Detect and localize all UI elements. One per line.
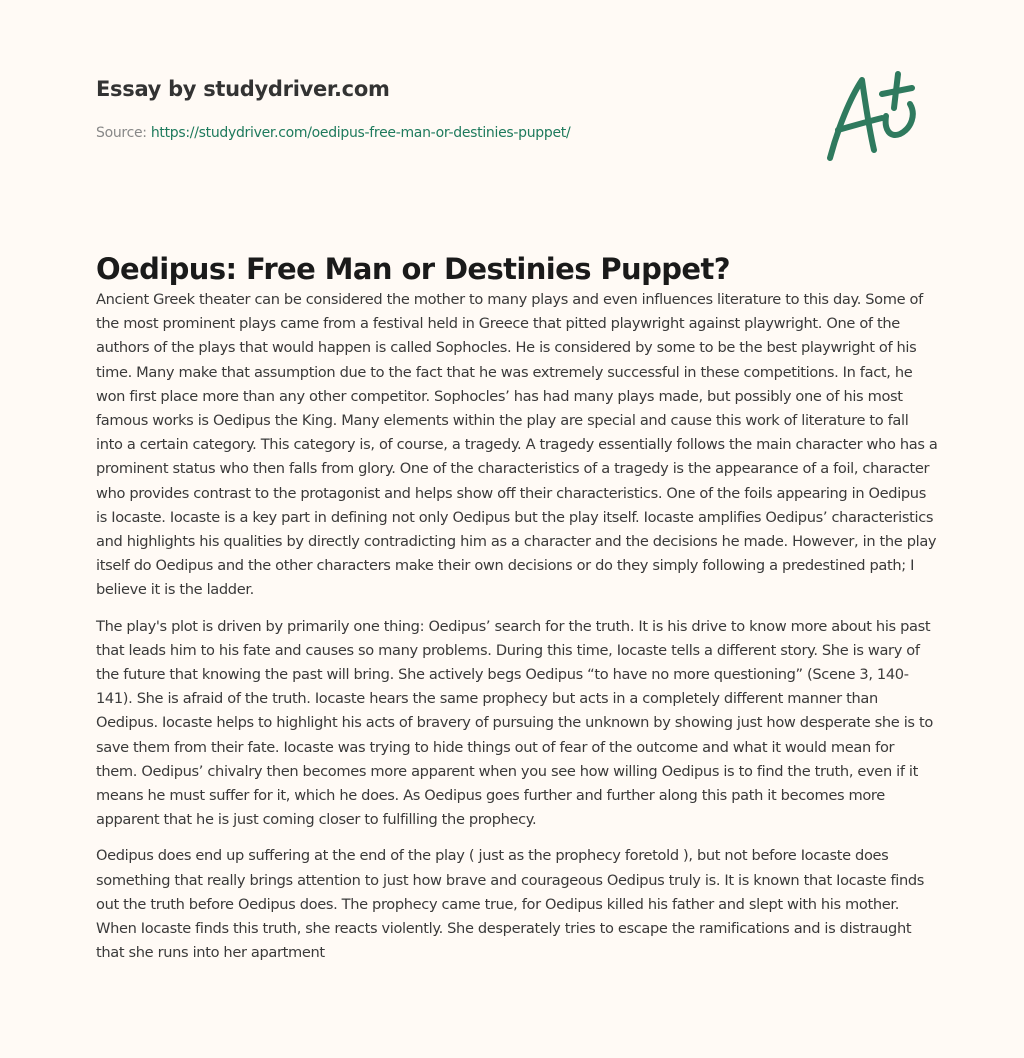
article-title: Oedipus: Free Man or Destinies Puppet? <box>96 252 730 286</box>
article-body <box>96 288 938 977</box>
source-label: Source: <box>96 125 151 141</box>
brand-title: Essay by studydriver.com <box>96 77 390 101</box>
paragraph: The play's plot is driven by primarily one thing: Oedipus’ search for the truth. It is his drive to know more about his past that leads him to his fate and causes so many problems. During this time, Iocaste tells a different story. She is wary of the future that knowing the past will bring. She actively begs Oedipus “to have no more questioning” (Scene 3, 140-141). She is afraid of the truth. Iocaste hears the same prophecy but acts in a completely different manner than Oedipus. Iocaste helps to highlight his acts of bravery of pursuing the unknown by showing just how desperate she is to save them from their fate. Iocaste was trying to hide things out of fear of the outcome and what it would mean for them. Oedipus’ chivalry then becomes more apparent when you see how willing Oedipus is to find the truth, even if it means he must suffer for it, which he does. As Oedipus goes further and further along this path it becomes more apparent that he is just coming closer to fulfilling the prophecy. <box>96 617 933 829</box>
source-link[interactable]: https://studydriver.com/oedipus-free-man-or-destinies-puppet/ <box>150 125 571 141</box>
paragraph: Ancient Greek theater can be considered the mother to many plays and even influences literature to this day. Some of the most prominent plays came from a festival held in Greece that pitted playwright against playwright. One of the authors of the plays that would happen is called Sophocles. He is considered by some to be the best playwright of his time. Many make that assumption due to the fact that he was extremely successful in these competitions. In fact, he won first place more than any other competitor. Sophocles’ has had many plays made, but possibly one of his most famous works is Oedipus the King. Many elements within the play are special and cause this work of literature to fall into a certain category. This category is, of course, a tragedy. A tragedy essentially follows the main character who has a prominent status who then falls from glory. One of the characteristics of a tragedy is the appearance of a foil, character who provides contrast to the protagonist and helps show off their characteristics. One of the foils appearing in Oedipus is Iocaste. Iocaste is a key part in defining not only Oedipus but the play itself. Iocaste amplifies Oedipus’ characteristics and highlights his qualities by directly contradicting him as a character and the decisions he made. However, in the play itself do Oedipus and the other characters make their own decisions or do they simply following a predestined path; I believe it is the ladder. <box>96 291 938 599</box>
a-plus-logo <box>820 68 930 172</box>
paragraph: Oedipus does end up suffering at the end of the play ( just as the prophecy foretold ), but not before Iocaste does something that really brings attention to just how brave and courageous Oedipus truly is. It is known that Iocaste finds out the truth before Oedipus does. The prophecy came true, for Oedipus killed his father and slept with his mother. When Iocaste finds this truth, she reacts violently. She desperately tries to escape the ramifications and is distraught that she runs into her apartment <box>96 847 925 962</box>
source-line <box>96 125 570 141</box>
